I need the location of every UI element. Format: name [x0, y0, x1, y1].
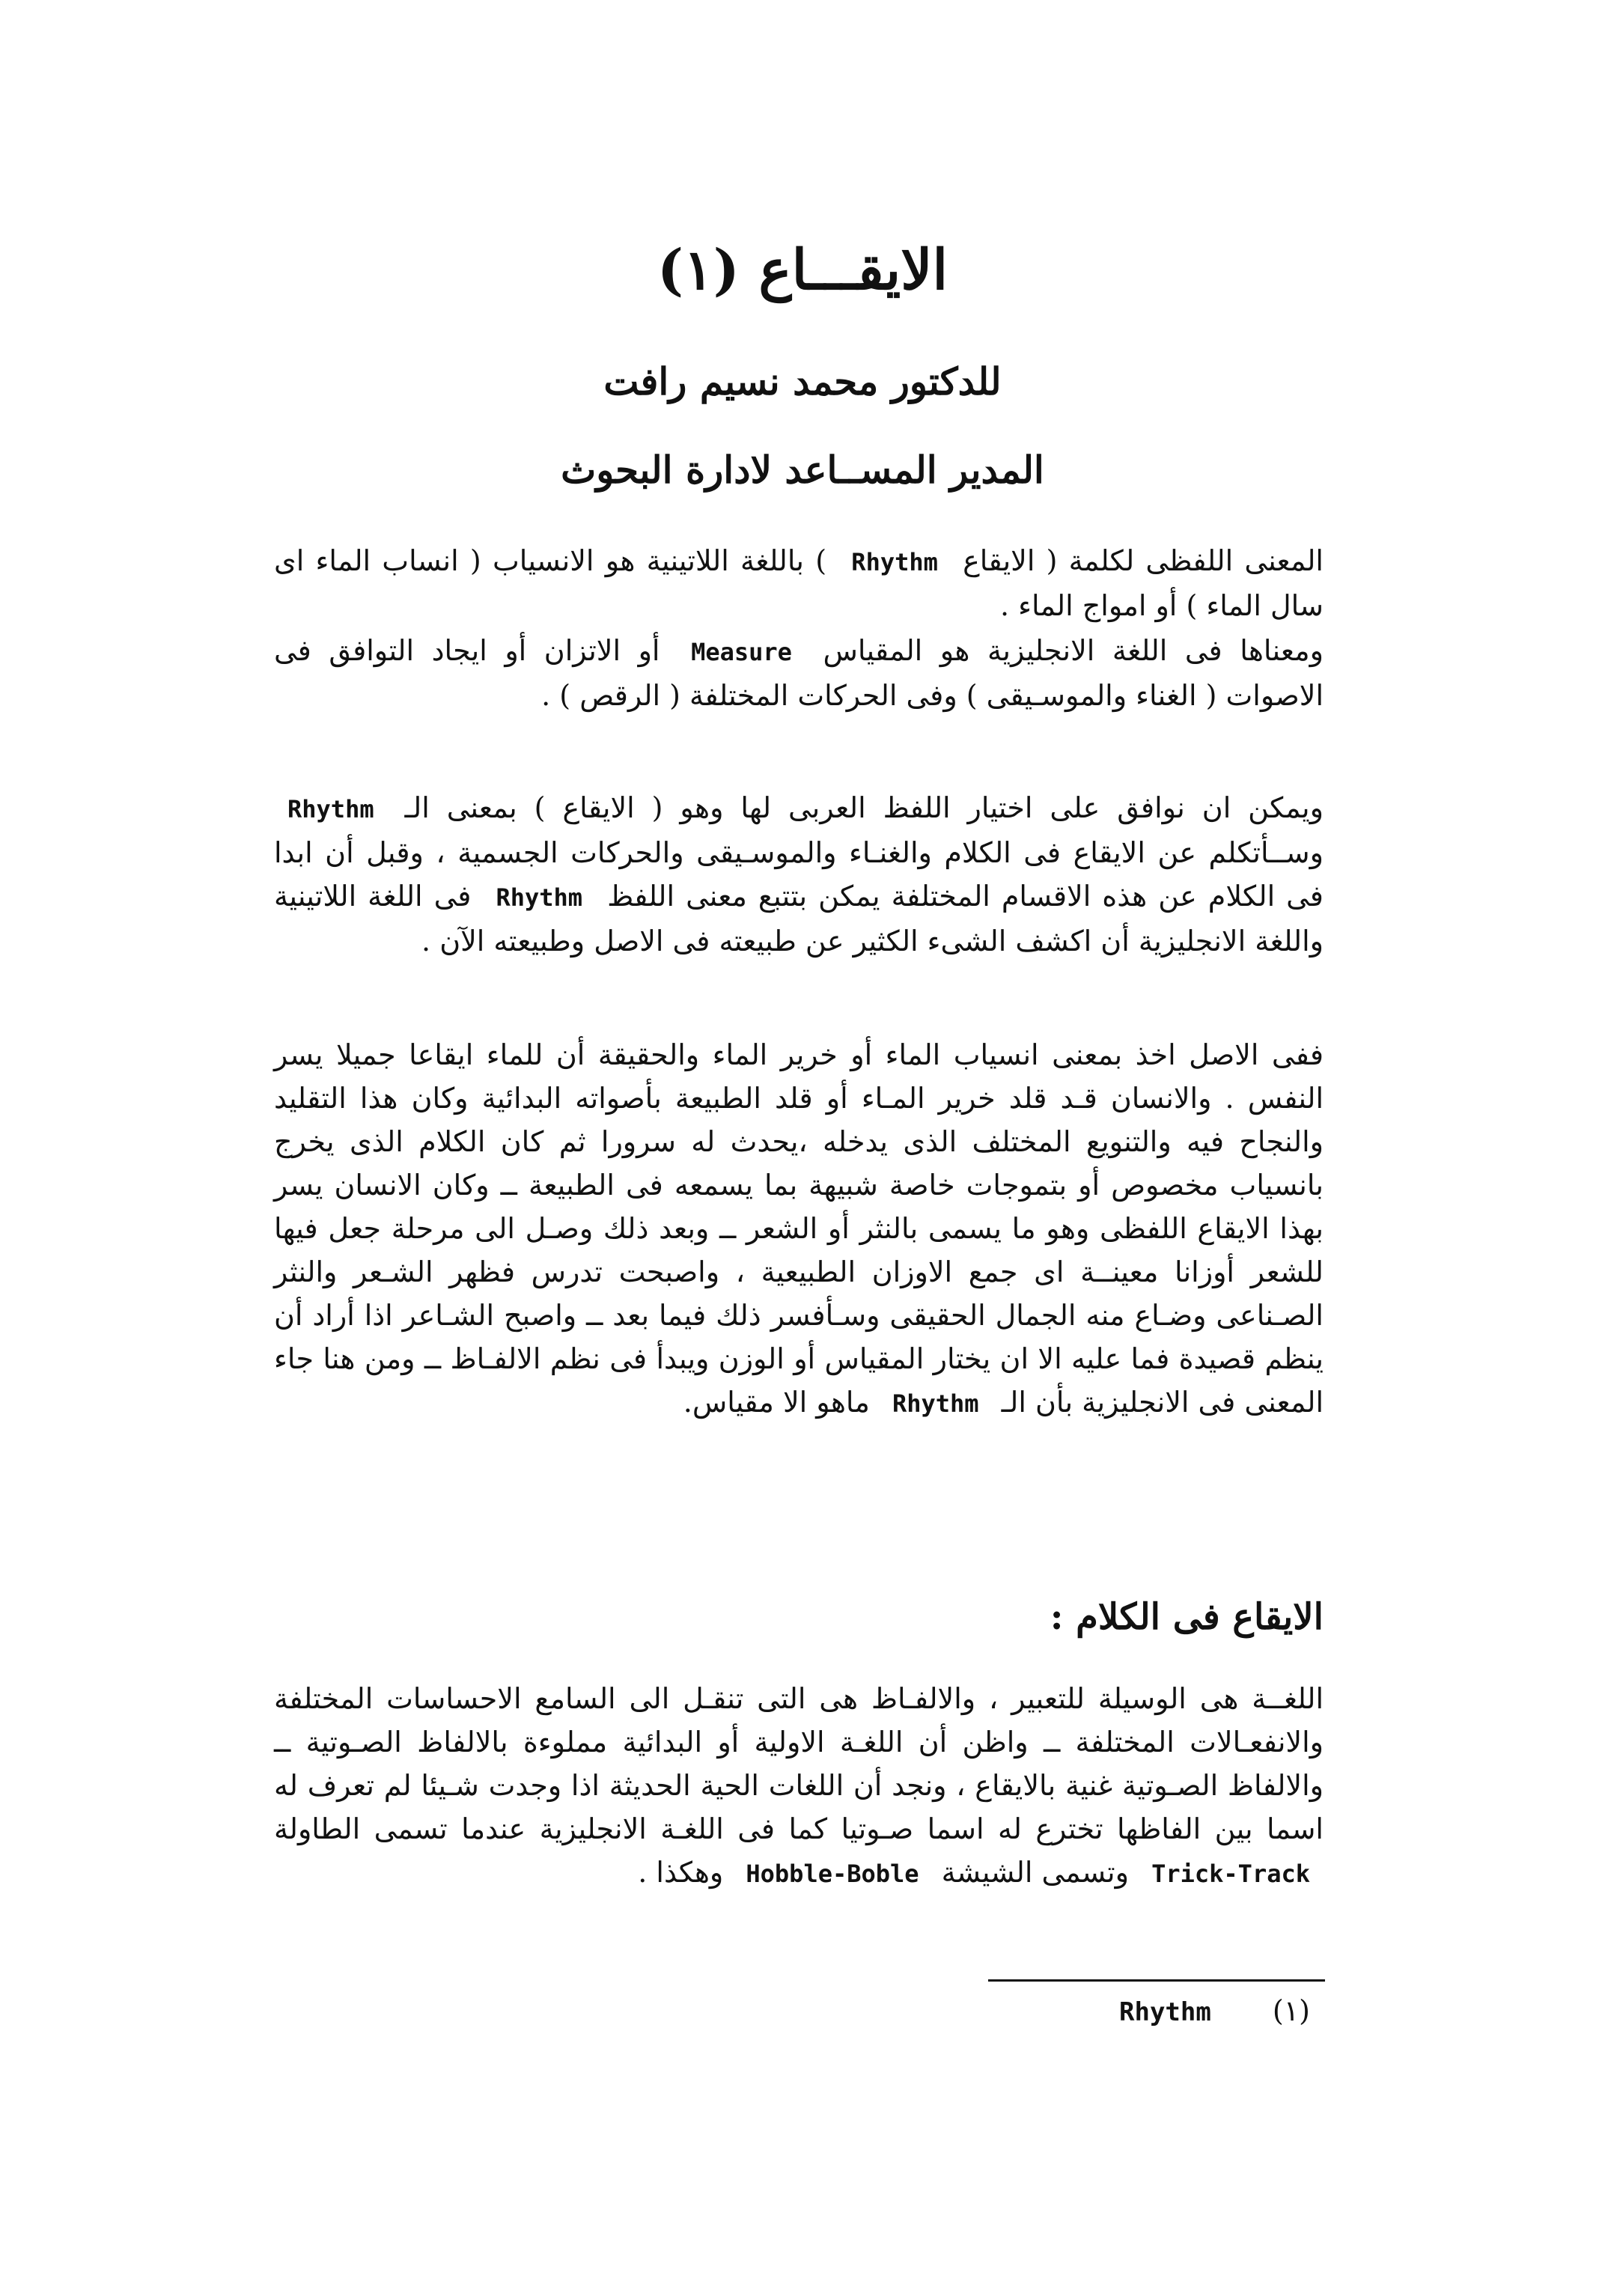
author-position: المدير المســاعد لادارة البحوث — [561, 448, 1044, 492]
paragraph-5 — [274, 1677, 1324, 1895]
article-title: الايقـــاع (١) — [657, 238, 948, 302]
paragraph-text: فى اللغة اللاتينية واللغة الانجليزية أن اكشف الشىء الكثير عن طبيعته فى الاصل وطبيعته الآن . — [274, 880, 1324, 957]
paragraph-text: ) باللغة اللاتينية هو الانسياب ( انساب الماء اى سال الماء ) أو امواج الماء . — [274, 544, 1324, 622]
author-line: للدكتور محمد نسيم رافت — [603, 359, 1002, 404]
paragraph-text: وســأتكلم عن الايقاع فى الكلام والغنـاء والموسـيقى والحركات الجسمية ، وقبل أن ابدا فى الكلام عن هذه الاقسام المختلفة يمكن بتتبع معنى اللفظ — [274, 836, 1324, 913]
footnote-divider — [988, 1979, 1325, 1982]
paragraph-text: أو الاتزان أو ايجاد التوافق فى الاصوات ( الغناء والموسـيقى ) وفى الحركات المختلفة ( الرقص ) . — [274, 634, 1324, 712]
paragraph-text: وتسمى الشيشة — [941, 1856, 1129, 1889]
paragraph-4 — [274, 1033, 1324, 1425]
latin-term: Rhythm — [496, 883, 583, 912]
paragraph-text: ومعناها فى اللغة الانجليزية هو المقياس — [823, 634, 1324, 667]
footnote — [988, 1994, 1325, 2027]
paragraph-text: وهكذا . — [638, 1856, 724, 1889]
footnote-number: (١) — [1272, 1994, 1310, 2027]
latin-term: Measure — [691, 638, 792, 666]
paragraph-1 — [274, 539, 1324, 627]
latin-term: Trick-Track — [1151, 1860, 1310, 1888]
paragraph-2 — [274, 629, 1324, 717]
paragraph-text: ماهو الا مقياس. — [683, 1386, 870, 1419]
paragraph-text: ويمكن ان نوافق على اختيار اللفظ العربى لها وهو ( الايقاع ) بمعنى الـ — [404, 791, 1324, 824]
footnote-term: Rhythm — [1119, 1997, 1211, 2027]
latin-term: Rhythm — [892, 1389, 979, 1418]
paragraph-text: ففى الاصل اخذ بمعنى انسياب الماء أو خرير الماء والحقيقة أن للماء ايقاعا جميلا يسر النفس . والانسان قـد قلد خرير المـاء أو قلد الطبيعة بأصواته البدائية وكان هذا التقليد والنجاح فيه والتنويع المختلف الذى يدخله ،يحدث له سرورا ثم كان الكلام الذى يخرج بانسياب مخصوص أو بتموجات خاصة شبيهة بما يسمعه فى الطبيعة ــ وكان الانسان يسر بهذا الايقاع اللفظى وهو ما يسمى بالنثر أو الشعر ــ وبعد ذلك وصـل الى مرحلة جعل فيها للشعر أوزانا معينــة اى جمع الاوزان الطبيعية ، واصبحت تدرس فظهر الشـعر والنثر الصـناعى وضـاع منه الجمال الحقيقى وسـأفسر ذلك فيما بعد ــ واصبح الشـاعر اذا أراد أن ينظم قصيدة فما عليه الا ان يختار المقياس أو الوزن ويبدأ فى نظم الالفـاظ ــ ومن هنا جاء المعنى فى الانجليزية بأن الـ — [274, 1038, 1324, 1419]
latin-term: Rhythm — [851, 548, 938, 576]
paragraph-3 — [274, 786, 1324, 963]
latin-term: Hobble-Boble — [746, 1860, 919, 1888]
paragraph-text: اللغــة هى الوسيلة للتعبير ، والالفـاظ هى التى تنقـل الى السامع الاحساسات المختلفة والانفعـالات المختلفة ــ واظن أن اللغـة الاولية أو البدائية مملوءة بالالفاظ الصـوتية ــ والالفاظ الصـوتية غنية بالايقاع ، ونجد أن اللغات الحية الحديثة اذا وجدت شـيئا لم تعرف له اسما بين الفاظها تخترع له اسما صـوتيا كما فى اللغـة الانجليزية عندما تسمى الطاولة — [274, 1682, 1324, 1845]
paragraph-text: المعنى اللفظى لكلمة ( الايقاع — [963, 544, 1324, 577]
latin-term: Rhythm — [287, 795, 374, 823]
section-heading: الايقاع فى الكلام : — [1050, 1596, 1324, 1638]
